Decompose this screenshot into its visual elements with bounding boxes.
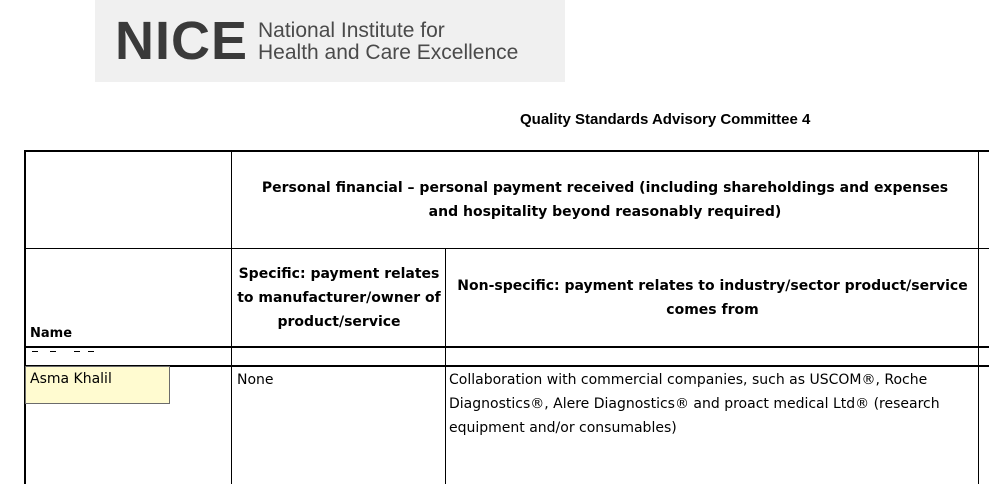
column-header-name: Name bbox=[30, 326, 73, 341]
table-col-divider-2 bbox=[445, 249, 446, 484]
table-border-left bbox=[24, 150, 26, 484]
table-border-top bbox=[24, 150, 989, 152]
nice-logo bbox=[95, 0, 565, 82]
row-specific: None bbox=[237, 372, 274, 388]
group-header: Personal financial – personal payment received (including shareholdings and expenses and hospitality beyond reasonably required) bbox=[261, 180, 949, 220]
logo-mark: NICE bbox=[115, 11, 249, 71]
column-header-nonspecific: Non-specific: payment relates to industry/sector product/service comes from bbox=[457, 278, 968, 318]
table-col-divider-1 bbox=[231, 150, 232, 484]
table-col-divider-3 bbox=[978, 150, 979, 484]
logo-line-1: National Institute for bbox=[258, 19, 445, 42]
table-divider-header-bottom bbox=[24, 346, 989, 348]
table-divider-group bbox=[24, 248, 989, 249]
logo-line-2: Health and Care Excellence bbox=[258, 41, 519, 64]
logo-text bbox=[258, 20, 518, 64]
document-title: Quality Standards Advisory Committee 4 bbox=[520, 111, 811, 128]
column-header-specific: Specific: payment relates to manufacturer/owner of product/service bbox=[237, 266, 441, 330]
row-name[interactable]: Asma Khalil bbox=[30, 371, 112, 387]
hidden-row-fragment bbox=[28, 350, 98, 353]
row-nonspecific: Collaboration with commercial companies, such as USCOM®, Roche Diagnostics®, Alere Diagnostics® and proact medical Ltd® (research equipment and/or consumables) bbox=[449, 372, 940, 436]
